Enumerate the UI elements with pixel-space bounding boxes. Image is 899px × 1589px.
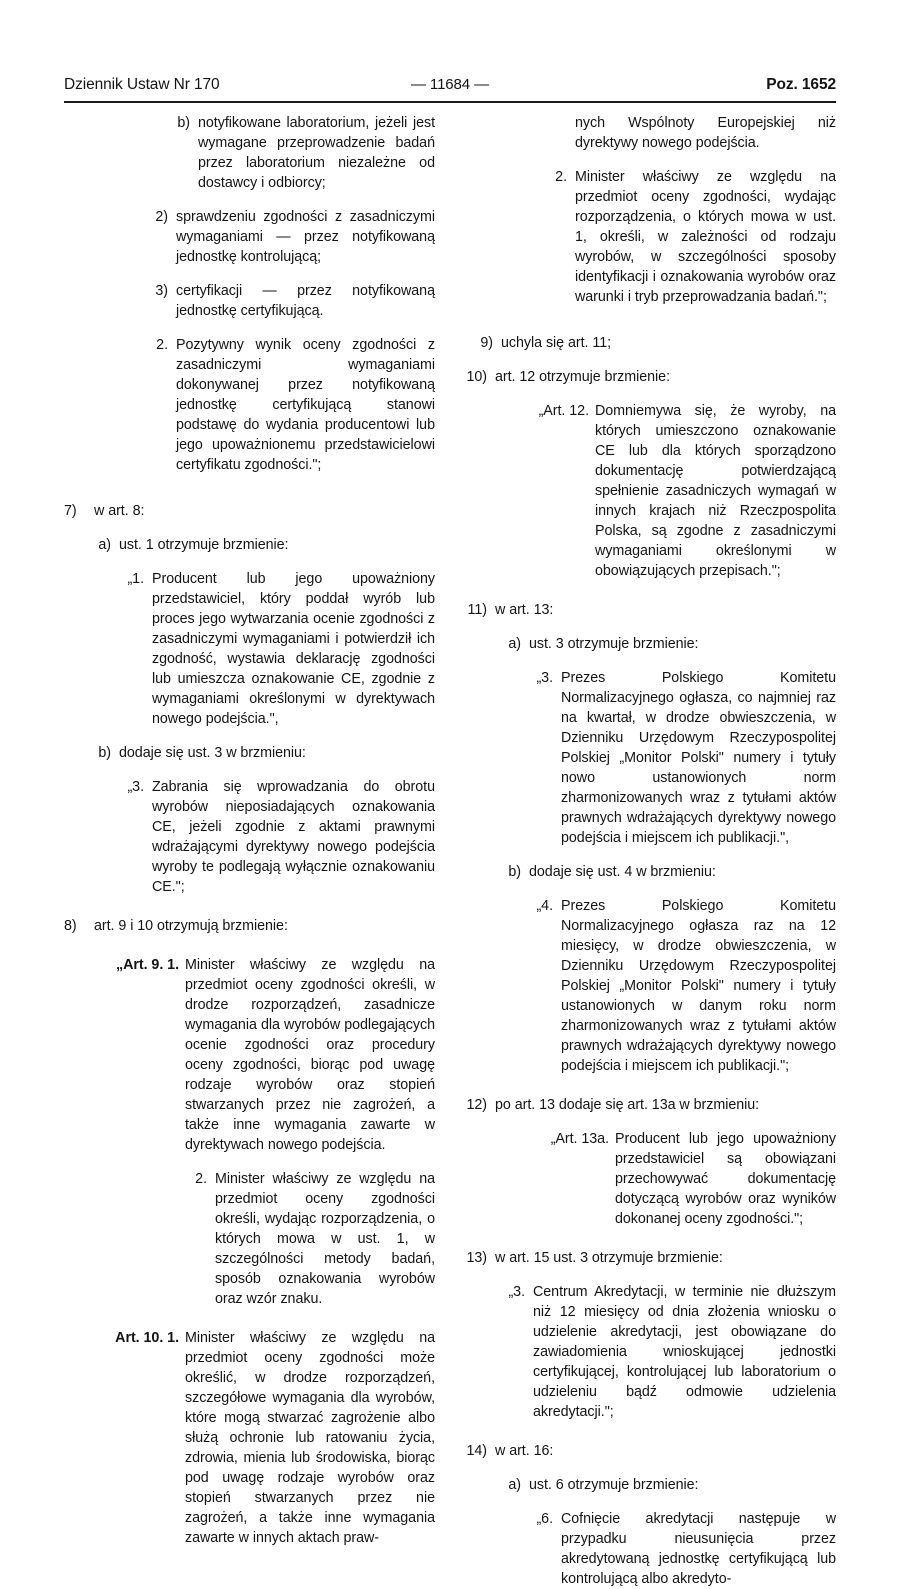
item-marker: b)	[177, 115, 190, 131]
article-text: Producent lub jego upoważniony przedstawiciel są obowiązani przechowywać dokumentację dotyczącą wyrobów oraz wyników dokonanej oceny zgodności.";	[615, 1131, 836, 1227]
quoted-provision	[503, 1282, 836, 1422]
item-text: w art. 13:	[495, 602, 554, 618]
item-marker: 10)	[466, 369, 487, 385]
running-head-right: Poz. 1652	[766, 76, 836, 93]
quoted-provision	[531, 1509, 836, 1589]
list-item	[465, 600, 836, 620]
paragraph-text: nych Wspólnoty Europejskiej niż dyrektywy nowego podejścia.	[575, 115, 836, 151]
item-marker: „1.	[127, 571, 144, 587]
quoted-provision	[122, 569, 435, 729]
item-text: dodaje się ust. 3 w brzmieniu:	[119, 745, 306, 761]
item-marker: a)	[98, 537, 111, 553]
item-marker: a)	[508, 636, 521, 652]
list-item	[64, 501, 435, 521]
item-marker: b)	[98, 745, 111, 761]
item-text: Minister właściwy ze względu na przedmiot oceny zgodności określi, wydając rozporządzenia, o których mowa w ust. 1, w szczególności metody badań, sposób oznakowania wyrobów oraz wzór znaku.	[215, 1171, 435, 1307]
article-marker: „Art. 13a.	[550, 1131, 609, 1147]
item-text: Cofnięcie akredytacji następuje w przypadku nieusunięcia przez akredytowaną jednostkę certyfikującą lub kontrolującą albo akredyto-	[561, 1511, 836, 1587]
item-marker: 8)	[64, 918, 77, 934]
page-number: — 11684 —	[410, 76, 490, 93]
item-marker: 2.	[195, 1171, 207, 1187]
item-text: po art. 13 dodaje się art. 13a w brzmieniu:	[495, 1097, 760, 1113]
item-marker: 11)	[467, 602, 487, 618]
list-item	[503, 1475, 836, 1495]
item-marker: 13)	[466, 1250, 487, 1266]
item-marker: „3.	[508, 1284, 525, 1300]
item-text: Producent lub jego upoważniony przedstawiciel, który poddał wyrób lub proces jego wytwarzania ocenie zgodności z zasadniczymi wymaganiami i potwierdził ich zgodność, wystawia deklarację zgodności lub umieszcza oznakowanie CE, zgodnie z wymaganiami określonymi w dyrektywach nowego podejścia.",	[152, 571, 435, 727]
item-marker: 3)	[155, 283, 168, 299]
item-marker: 2.	[156, 337, 168, 353]
paragraph-continuation	[575, 113, 836, 153]
item-marker: 7)	[64, 503, 77, 519]
item-text: dodaje się ust. 4 w brzmieniu:	[529, 864, 716, 880]
article-text: Domniemywa się, że wyroby, na których umieszczono oznakowanie CE lub dla których sporządzono dokumentację potwierdzającą spełnienie zasadniczych wymagań w innych krajach niż Rzeczpospolita Polska, są zgodne z zasadniczymi wymaganiami określonymi w obowiązujących przepisach.";	[595, 403, 836, 579]
item-text: Centrum Akredytacji, w terminie nie dłuższym niż 12 miesięcy od dnia złożenia wniosku o udzielenie akredytacji, jest obowiązane do zawiadomienia wnioskującej jednostki certyfikującej, kontrolującej lub laboratorium o udzieleniu bądź odmowie udzielenia akredytacji.";	[533, 1284, 836, 1420]
list-item	[503, 634, 836, 654]
quoted-paragraph	[185, 1169, 435, 1309]
item-marker: „3.	[127, 779, 144, 795]
item-marker: „4.	[536, 898, 553, 914]
list-item	[503, 862, 836, 882]
item-text: Prezes Polskiego Komitetu Normalizacyjnego ogłasza raz na 12 miesięcy, w drodze obwieszczenia, w Dzienniku Urzędowym Rzeczypospolitej Polskiej „Monitor Polski" numery i tytuły ustanowionych w danym roku norm zharmonizowanych wraz z tytułami aktów prawnych wdrażających dyrektywy nowego podejścia i miejscem ich publikacji.";	[561, 898, 836, 1074]
quoted-article	[93, 955, 435, 1155]
item-marker: „6.	[536, 1511, 553, 1527]
list-item	[146, 207, 435, 267]
article-marker: „Art. 12.	[538, 403, 589, 419]
item-text: uchyla się art. 11;	[501, 335, 612, 351]
left-column	[64, 113, 435, 1546]
item-marker: b)	[508, 864, 521, 880]
article-text: Minister właściwy ze względu na przedmiot oceny zgodności może określić, w drodze rozporządzeń, szczegółowe wymagania dla wyrobów, które mogą stwarzać zagrożenie albo służą ochronie lub ratowaniu życia, zdrowia, mienia lub środowiska, biorąc pod uwagę rodzaje wyrobów oraz stopień stwarzanych przez nie zagrożeń, a także inne wymagania zawarte w innych aktach praw-	[185, 1330, 435, 1546]
list-item	[465, 367, 836, 387]
item-marker: 2.	[555, 169, 567, 185]
quoted-article	[93, 1328, 435, 1548]
list-item	[465, 1095, 836, 1115]
item-text: Zabrania się wprowadzania do obrotu wyrobów nieposiadających oznakowania CE, jeżeli zgodnie z aktami prawnymi wdrażającymi dyrektywy nowego podejścia wyroby te podlegają wyłącznie oznakowaniu CE.";	[152, 779, 435, 895]
item-marker: „3.	[536, 670, 553, 686]
item-text: certyfikacji — przez notyfikowaną jednostkę certyfikującą.	[176, 283, 435, 319]
quoted-provision	[531, 668, 836, 848]
item-marker: 9)	[480, 335, 493, 351]
item-text: Prezes Polskiego Komitetu Normalizacyjnego ogłasza, co najmniej raz na kwartał, w drodze obwieszczenia, w Dzienniku Urzędowym Rzeczypospolitej Polskiej „Monitor Polski" numery i tytuły nowo ustanowionych norm zharmonizowanych wraz z tytułami aktów prawnych wdrażających dyrektywy nowego podejścia i miejscem ich publikacji.",	[561, 670, 836, 846]
quoted-provision	[531, 896, 836, 1076]
list-item	[168, 113, 435, 193]
list-item	[146, 335, 435, 475]
item-text: ust. 3 otrzymuje brzmienie:	[529, 636, 699, 652]
list-item	[93, 743, 435, 763]
quoted-paragraph	[545, 167, 836, 307]
list-item	[471, 333, 836, 353]
item-text: ust. 1 otrzymuje brzmienie:	[119, 537, 289, 553]
running-head-left: Dziennik Ustaw Nr 170	[64, 76, 220, 93]
item-marker: a)	[508, 1477, 521, 1493]
item-marker: 12)	[466, 1097, 487, 1113]
right-column	[465, 113, 836, 1587]
header-rule	[64, 101, 836, 103]
item-text: ust. 6 otrzymuje brzmienie:	[529, 1477, 699, 1493]
item-text: w art. 15 ust. 3 otrzymuje brzmienie:	[495, 1250, 723, 1266]
item-text: Minister właściwy ze względu na przedmiot oceny zgodności, wydając rozporządzenia, o których mowa w ust. 1, określi, w zależności od rodzaju wyrobów, w szczególności sposoby identyfikacji i oznakowania wyrobów oraz warunki i tryb przeprowadzania badań.";	[575, 169, 836, 305]
item-text: art. 12 otrzymuje brzmienie:	[495, 369, 670, 385]
item-marker: 14)	[466, 1443, 487, 1459]
item-text: sprawdzeniu zgodności z zasadniczymi wymaganiami — przez notyfikowaną jednostkę kontrolującą;	[176, 209, 435, 265]
item-text: w art. 16:	[495, 1443, 554, 1459]
list-item	[93, 535, 435, 555]
list-item	[465, 1441, 836, 1461]
list-item	[64, 916, 435, 936]
list-item	[465, 1248, 836, 1268]
item-text: Pozytywny wynik oceny zgodności z zasadniczymi wymaganiami dokonywanej przez notyfikowaną jednostkę certyfikującą stanowi podstawę do wydania producentowi lub jego upoważnionemu przedstawicielowi certyfikatu zgodności.";	[176, 337, 435, 473]
article-marker: Art. 10. 1.	[115, 1330, 179, 1346]
body-columns	[64, 113, 836, 1587]
quoted-article	[503, 1129, 836, 1229]
item-marker: 2)	[155, 209, 168, 225]
running-head	[64, 76, 836, 98]
quoted-article	[503, 401, 836, 581]
article-marker: „Art. 9. 1.	[115, 957, 179, 973]
item-text: art. 9 i 10 otrzymują brzmienie:	[94, 918, 288, 934]
item-text: w art. 8:	[94, 503, 145, 519]
quoted-provision	[122, 777, 435, 897]
item-text: notyfikowane laboratorium, jeżeli jest wymagane przeprowadzenie badań przez laboratorium niezależne od dostawcy i odbiorcy;	[198, 115, 435, 191]
article-text: Minister właściwy ze względu na przedmiot oceny zgodności określi, w drodze rozporządzeń, zasadnicze wymagania dla wyrobów podlegających ocenie zgodności oraz procedury oceny zgodności, biorąc pod uwagę rodzaje wyrobów oraz stopień stwarzanych przez nie zagrożeń, a także inne wymagania zawarte w dyrektywach nowego podejścia.	[185, 957, 435, 1153]
list-item	[146, 281, 435, 321]
